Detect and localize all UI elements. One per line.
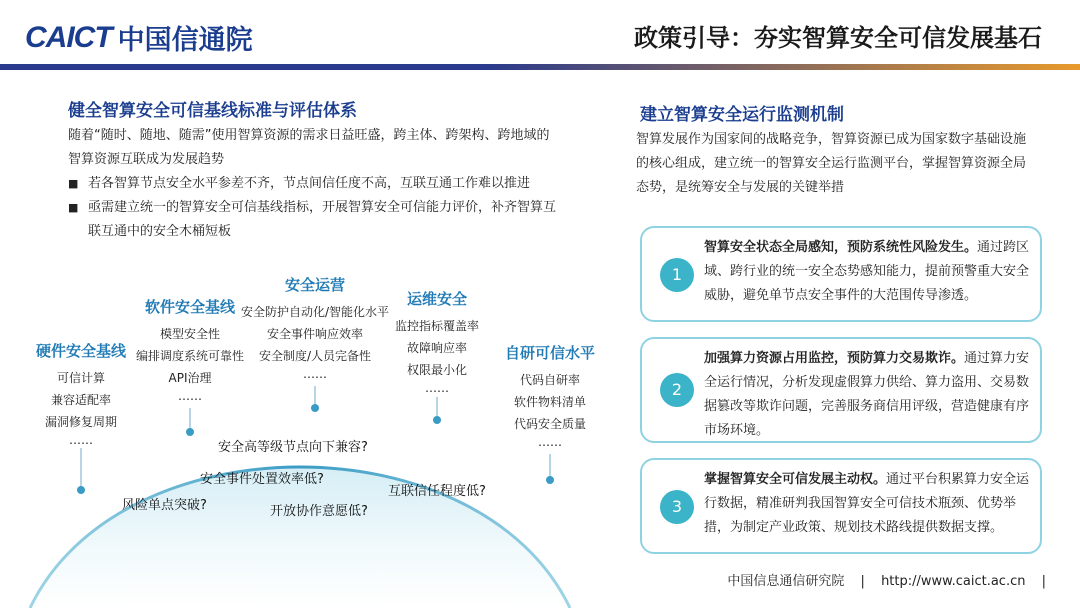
pillar-item: 监控指标覆盖率 bbox=[394, 319, 479, 333]
question-text: 安全高等级节点向下兼容? bbox=[218, 440, 368, 455]
bullet-item bbox=[68, 196, 558, 244]
pillar-title: 运维安全 bbox=[406, 290, 467, 308]
pillar-more: …… bbox=[425, 381, 449, 395]
card-text bbox=[704, 236, 1032, 308]
baseline-diagram bbox=[0, 270, 600, 608]
pillar-maintenance bbox=[387, 288, 487, 395]
pillar-item: 软件物料清单 bbox=[513, 395, 586, 409]
connector-dot bbox=[186, 428, 194, 436]
question-text: 开放协作意愿低? bbox=[270, 504, 368, 519]
pillar-item: 模型安全性 bbox=[159, 327, 220, 341]
pillar-title: 软件安全基线 bbox=[144, 298, 235, 316]
bullet-text: 若各智算节点安全水平参差不齐，节点间信任度不高，互联互通工作难以推进 bbox=[88, 176, 531, 191]
pillar-item: 安全防护自动化/智能化水平 bbox=[240, 305, 390, 319]
measure-card bbox=[640, 226, 1042, 322]
connector-dot bbox=[546, 476, 554, 484]
card-heading: 智算安全状态全局感知，预防系统性风险发生。 bbox=[704, 240, 978, 255]
pillar-title: 安全运营 bbox=[284, 276, 345, 294]
bullet-text: 亟需建立统一的智算安全可信基线指标，开展智算安全可信能力评价，补齐智算互联互通中的安全木桶短板 bbox=[88, 200, 557, 239]
card-heading: 加强算力资源占用监控，预防算力交易欺诈。 bbox=[704, 351, 965, 366]
footer-separator: | bbox=[1041, 574, 1046, 589]
pillar-title: 自研可信水平 bbox=[504, 344, 595, 362]
left-intro-text: 随着“随时、随地、随需”使用智算资源的需求日益旺盛，跨主体、跨架构、跨地域的智算资源互联成为发展趋势 bbox=[68, 128, 550, 167]
right-intro-text: 智算发展作为国家间的战略竞争，智算资源已成为国家数字基础设施的核心组成，建立统一的智算安全运行监测平台，掌握智算资源全局态势，是统筹安全与发展的关键举措 bbox=[636, 132, 1027, 195]
pillar-hardware bbox=[26, 340, 136, 447]
question-text: 互联信任程度低? bbox=[388, 484, 486, 499]
card-heading: 掌握智算安全可信发展主动权。 bbox=[704, 472, 887, 487]
footer bbox=[721, 570, 1052, 589]
pillar-item: 代码安全质量 bbox=[513, 417, 586, 431]
connector-dot bbox=[311, 404, 319, 412]
pillar-item: API治理 bbox=[168, 371, 212, 385]
pillar-item: 权限最小化 bbox=[406, 363, 467, 377]
dome-fill bbox=[30, 467, 570, 608]
left-section-title: 健全智算安全可信基线标准与评估体系 bbox=[68, 101, 357, 121]
pillar-item: 编排调度系统可靠性 bbox=[135, 349, 244, 363]
footer-separator: | bbox=[860, 574, 865, 589]
card-body: 通过平台积累算力安全运行数据，精准研判我国智算安全可信技术瓶颈、优势举措，为制定产业政策、规划技术路线提供数据支撑。 bbox=[704, 472, 1030, 535]
pillar-self-dev bbox=[495, 342, 605, 449]
pillar-item: 漏洞修复周期 bbox=[44, 415, 117, 429]
number-badge: 3 bbox=[660, 490, 694, 524]
footer-org: 中国信息通信研究院 bbox=[727, 574, 845, 589]
pillar-software bbox=[125, 296, 255, 403]
bullet-item bbox=[68, 172, 558, 196]
measure-card bbox=[640, 458, 1042, 554]
header bbox=[0, 0, 1080, 66]
pillar-item: 安全事件响应效率 bbox=[266, 327, 363, 341]
footer-url[interactable]: http://www.caict.ac.cn bbox=[881, 574, 1026, 589]
question-text: 风险单点突破? bbox=[122, 498, 207, 513]
pillar-more: …… bbox=[303, 367, 327, 381]
pillar-more: …… bbox=[538, 435, 562, 449]
question-text: 安全事件处置效率低? bbox=[200, 472, 324, 487]
pillar-item: 故障响应率 bbox=[406, 341, 467, 355]
card-text bbox=[704, 468, 1032, 540]
number-badge: 1 bbox=[660, 258, 694, 292]
left-bullet-list bbox=[68, 172, 558, 244]
card-body: 通过跨区域、跨行业的统一安全态势感知能力，提前预警重大安全威胁，避免单节点安全事件的大范围传导渗透。 bbox=[704, 240, 1030, 303]
pillar-item: 代码自研率 bbox=[519, 373, 580, 387]
number-badge: 2 bbox=[660, 373, 694, 407]
right-section-title: 建立智算安全运行监测机制 bbox=[640, 105, 844, 125]
header-divider-bar bbox=[0, 64, 1080, 70]
pillar-more: …… bbox=[178, 389, 202, 403]
connector-dot bbox=[77, 486, 85, 494]
page-title: 政策引导：夯实智算安全可信发展基石 bbox=[634, 24, 1042, 52]
bullet-square-icon: ■ bbox=[68, 177, 79, 190]
pillar-item: 兼容适配率 bbox=[50, 393, 111, 407]
pillar-more: …… bbox=[69, 433, 93, 447]
connector-dot bbox=[433, 416, 441, 424]
logo-cn-text: 中国信通院 bbox=[117, 25, 253, 56]
caict-logo bbox=[25, 18, 253, 57]
pillar-item: 可信计算 bbox=[56, 371, 105, 385]
bullet-square-icon: ■ bbox=[68, 201, 79, 214]
card-body: 通过算力安全运行情况，分析发现虚假算力供给、算力盗用、交易数据篡改等欺诈问题，完善服务商信用评级，营造健康有序市场环境。 bbox=[704, 351, 1030, 438]
pillar-title: 硬件安全基线 bbox=[35, 342, 126, 360]
card-text bbox=[704, 347, 1032, 443]
measure-card bbox=[640, 337, 1042, 443]
pillar-item: 安全制度/人员完备性 bbox=[258, 349, 372, 363]
pillar-operations bbox=[240, 274, 390, 381]
logo-text: CAICT bbox=[25, 20, 112, 54]
